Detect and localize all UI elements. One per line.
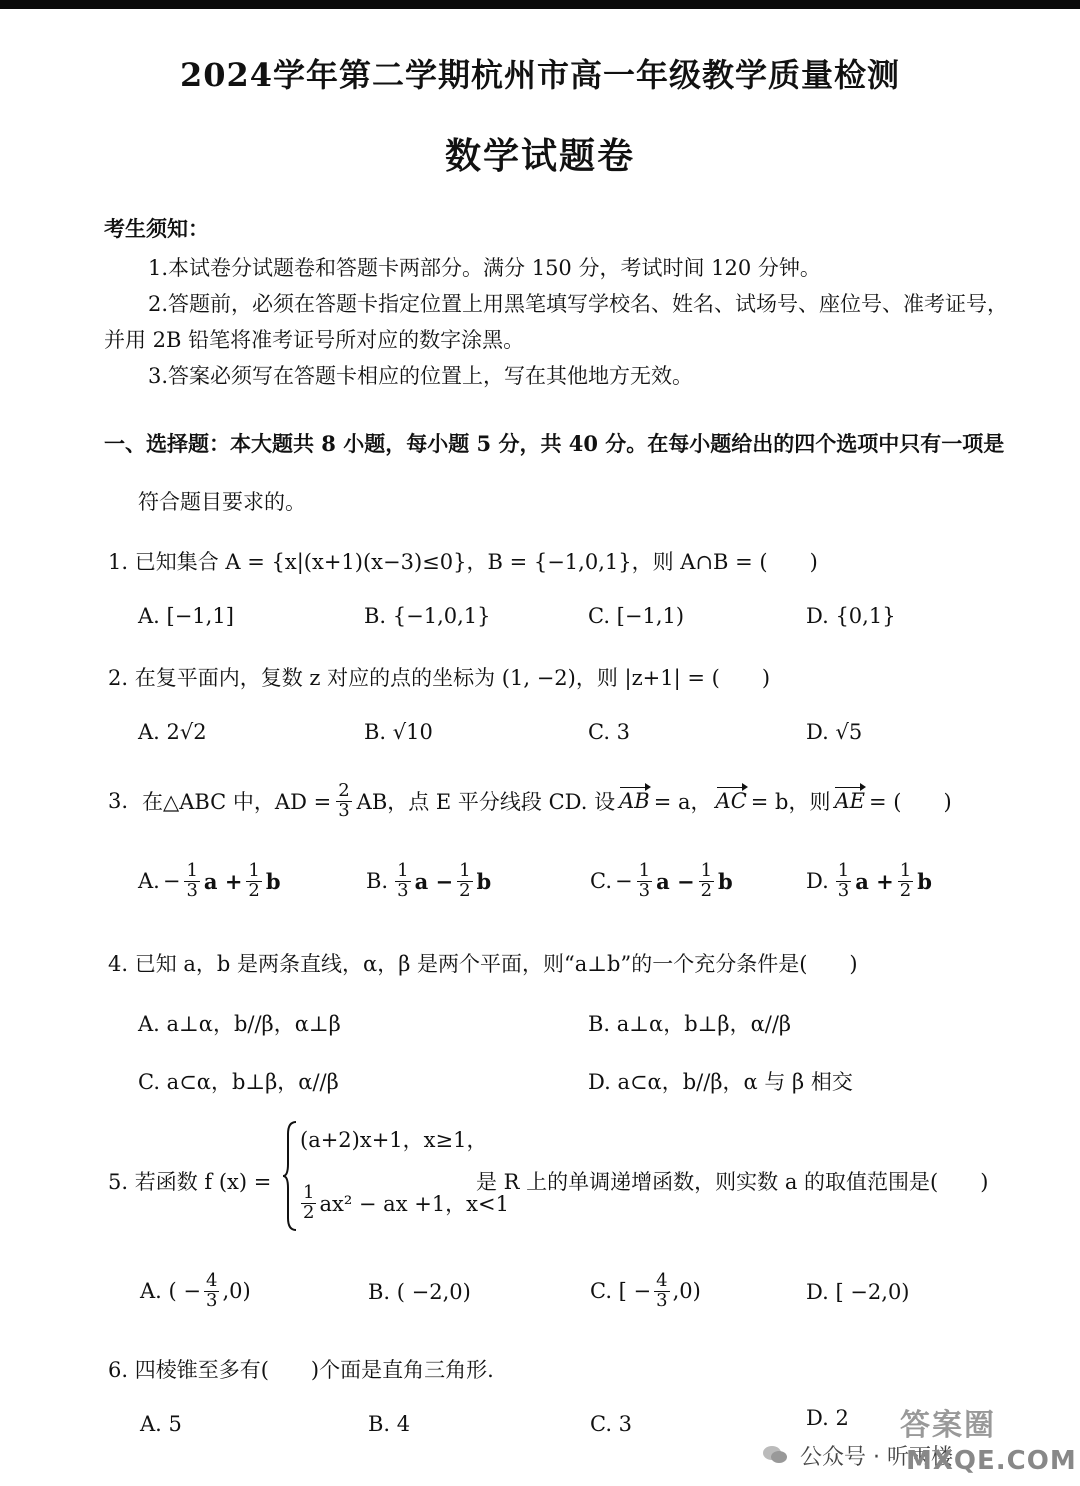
q5-suffix: 是 R 上的单调递增函数，则实数 a 的取值范围是( ) [476,1170,989,1194]
q1-option-a: A. [−1,1] [138,604,234,628]
q4-option-d: D. a⊂α，b//β，α 与 β 相交 [588,1070,853,1094]
watermark-logo: 答案圈 [900,1408,996,1443]
notice-item-1: 1.本试卷分试题卷和答题卡两部分。满分 150 分，考试时间 120 分钟。 [148,256,821,280]
q3-vector-ae: AE [834,789,865,814]
q3-text-2: AB，点 E 平分线段 CD. 设 [356,790,616,815]
q4-option-b: B. a⊥α，b⊥β，α//β [588,1012,792,1036]
section-heading-a: 一、选择题：本大题共 8 小题，每小题 5 分，共 40 分。在每小题给出的四个选项中只有一项是 [104,431,1005,456]
notice-heading: 考生须知： [104,216,209,241]
q2-option-a: A. 2√2 [138,720,207,744]
exam-subtitle: 数学试题卷 [444,135,635,177]
q3-option-c: C. − $\frac{1}{3}$ a − $\frac{1}{2}$ b [590,860,733,901]
q3-vector-ac: AC [715,789,747,814]
notice-item-3: 3.答案必须写在答题卡相应的位置上，写在其他地方无效。 [148,364,694,388]
q2-stem: 2. 在复平面内，复数 z 对应的点的坐标为 (1, −2)，则 |z+1| = ( ) [108,666,771,690]
q2-option-b: B. √10 [364,720,433,744]
q3-text-4: = b，则 [750,790,831,815]
q1-option-b: B. {−1,0,1} [364,604,491,628]
q1-option-c: C. [−1,1) [588,604,685,628]
top-border [0,0,1080,9]
q2-option-d: D. √5 [806,720,863,744]
notice-item-2b: 并用 2B 铅笔将准考证号所对应的数字涂黑。 [104,328,525,352]
q5-prefix: 5. 若函数 f (x) = [108,1170,272,1194]
q5-case-2: $\frac{1}{2}$ ax² − ax +1，x<1 [303,1182,509,1223]
q3-option-d: D. $\frac{1}{3}$ a + $\frac{1}{2}$ b [806,860,932,901]
q1-stem: 1. 已知集合 A = {x|(x+1)(x−3)≤0}，B = {−1,0,1}，则 A∩B = ( ) [108,550,818,574]
q5-case-1: (a+2)x+1，x≥1， [300,1128,488,1152]
q1-option-d: D. {0,1} [806,604,896,628]
notice-item-2a: 2.答题前，必须在答题卡指定位置上用黑笔填写学校名、姓名、试场号、座位号、准考证号， [148,292,1009,316]
q3-fraction: $\frac{2}{3}$ [338,780,350,821]
q4-option-c: C. a⊂α，b⊥β，α//β [138,1070,339,1094]
q5-brace [282,1120,298,1232]
q3-option-a: A. − $\frac{1}{3}$ a + $\frac{1}{2}$ b [138,860,281,901]
q3-text-1: 在△ABC 中，AD = [142,790,332,815]
q6-stem: 6. 四棱锥至多有( )个面是直角三角形. [108,1358,494,1382]
watermark-site: MXQE.COM [906,1446,1077,1476]
exam-title: 2024学年第二学期杭州市高一年级教学质量检测 [179,56,901,94]
section-heading-b: 符合题目要求的。 [138,490,306,514]
q3-option-b: B. $\frac{1}{3}$ a − $\frac{1}{2}$ b [366,860,492,901]
q6-option-d: D. 2 [806,1406,849,1430]
q4-option-a: A. a⊥α，b//β，α⊥β [138,1012,341,1036]
q6-option-c: C. 3 [590,1412,633,1436]
wechat-icon [762,1444,788,1466]
q5-option-d: D. [ −2,0) [806,1280,910,1304]
q5-option-b: B. ( −2,0) [368,1280,471,1304]
q3-text-5: = ( ) [868,790,952,815]
q3-stem [108,782,952,821]
watermark-source: 公众号 · 听雨楼 [800,1445,953,1470]
q6-option-a: A. 5 [140,1412,182,1436]
q5-option-c: C. [ − $\frac{4}{3}$ ,0) [590,1270,701,1311]
q5-option-a: A. ( − $\frac{4}{3}$ ,0) [140,1270,251,1311]
q4-stem: 4. 已知 a，b 是两条直线，α，β 是两个平面，则“a⊥b”的一个充分条件是( ) [108,952,858,976]
q2-option-c: C. 3 [588,720,631,744]
q3-text-3: = a， [653,790,712,815]
q6-option-b: B. 4 [368,1412,411,1436]
q3-number: 3. [108,789,129,814]
q3-vector-ab: AB [619,789,650,814]
